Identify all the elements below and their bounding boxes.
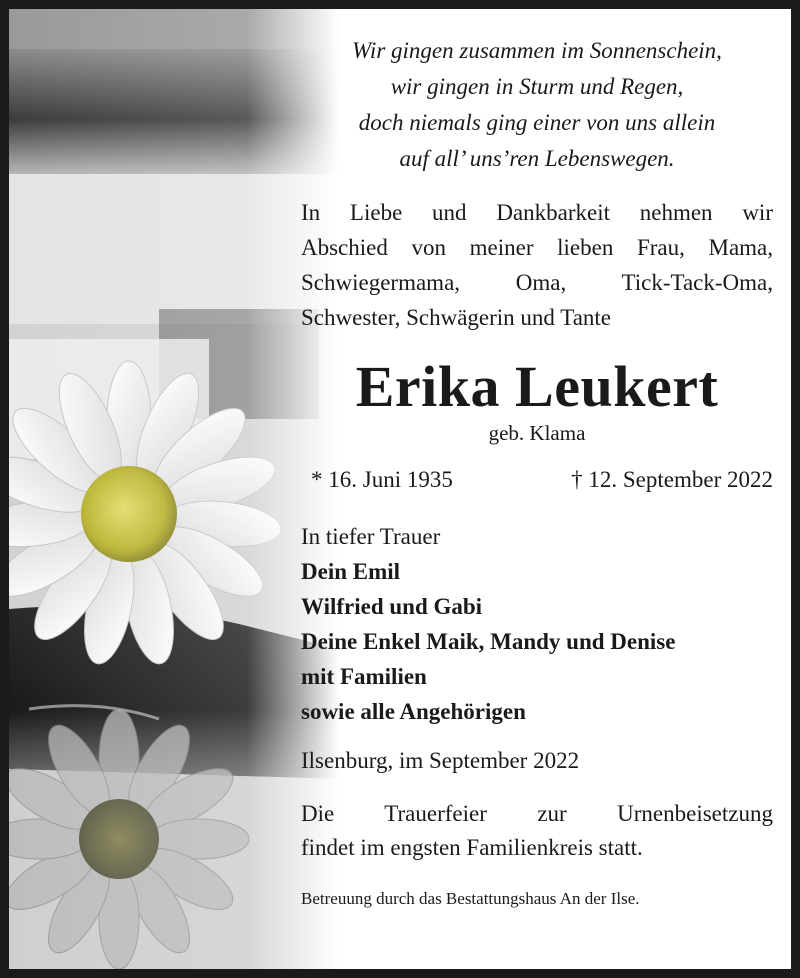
mourner-name: Dein Emil (301, 559, 401, 584)
death-date: † 12. September 2022 (571, 467, 773, 492)
mourning-intro: In tiefer Trauer (301, 524, 441, 549)
deceased-name: Erika Leukert (355, 354, 719, 419)
poem-line: doch niemals ging einer von uns allein (358, 110, 716, 135)
funeral-home-note: Betreuung durch das Bestattungshaus An der Ilse. (301, 889, 640, 908)
mourners-block (301, 519, 773, 729)
life-dates (301, 465, 773, 495)
ceremony-note (301, 797, 773, 865)
daisy-flower-reflection-icon (9, 9, 339, 969)
intro-line: Schwester, Schwägerin und Tante (301, 305, 612, 330)
maiden-name: geb. Klama (488, 421, 586, 445)
place-date: Ilsenburg, im September 2022 (301, 748, 580, 773)
mourner-name: Deine Enkel Maik, Mandy und Denise (301, 629, 676, 654)
mourner-name: sowie alle Angehörigen (301, 699, 526, 724)
poem-line: auf all’ uns’ren Lebenswegen. (399, 146, 675, 171)
farewell-intro (301, 195, 773, 335)
ceremony-line: Die Trauerfeier zur Urnenbeisetzung (301, 801, 773, 826)
intro-line: Schwiegermama, Oma, Tick-Tack-Oma, (301, 270, 773, 295)
intro-line: Abschied von meiner lieben Frau, Mama, (301, 235, 773, 260)
ceremony-line: findet im engsten Familienkreis statt. (301, 835, 643, 860)
intro-line: In Liebe und Dankbarkeit nehmen wir (301, 200, 773, 225)
mourner-name: Wilfried und Gabi (301, 594, 483, 619)
poem-line: Wir gingen zusammen im Sonnenschein, (352, 38, 722, 63)
birth-date: * 16. Juni 1935 (311, 467, 453, 492)
mourner-name: mit Familien (301, 664, 427, 689)
memorial-poem (301, 33, 773, 177)
notice-text (301, 33, 773, 911)
poem-line: wir gingen in Sturm und Regen, (390, 74, 684, 99)
